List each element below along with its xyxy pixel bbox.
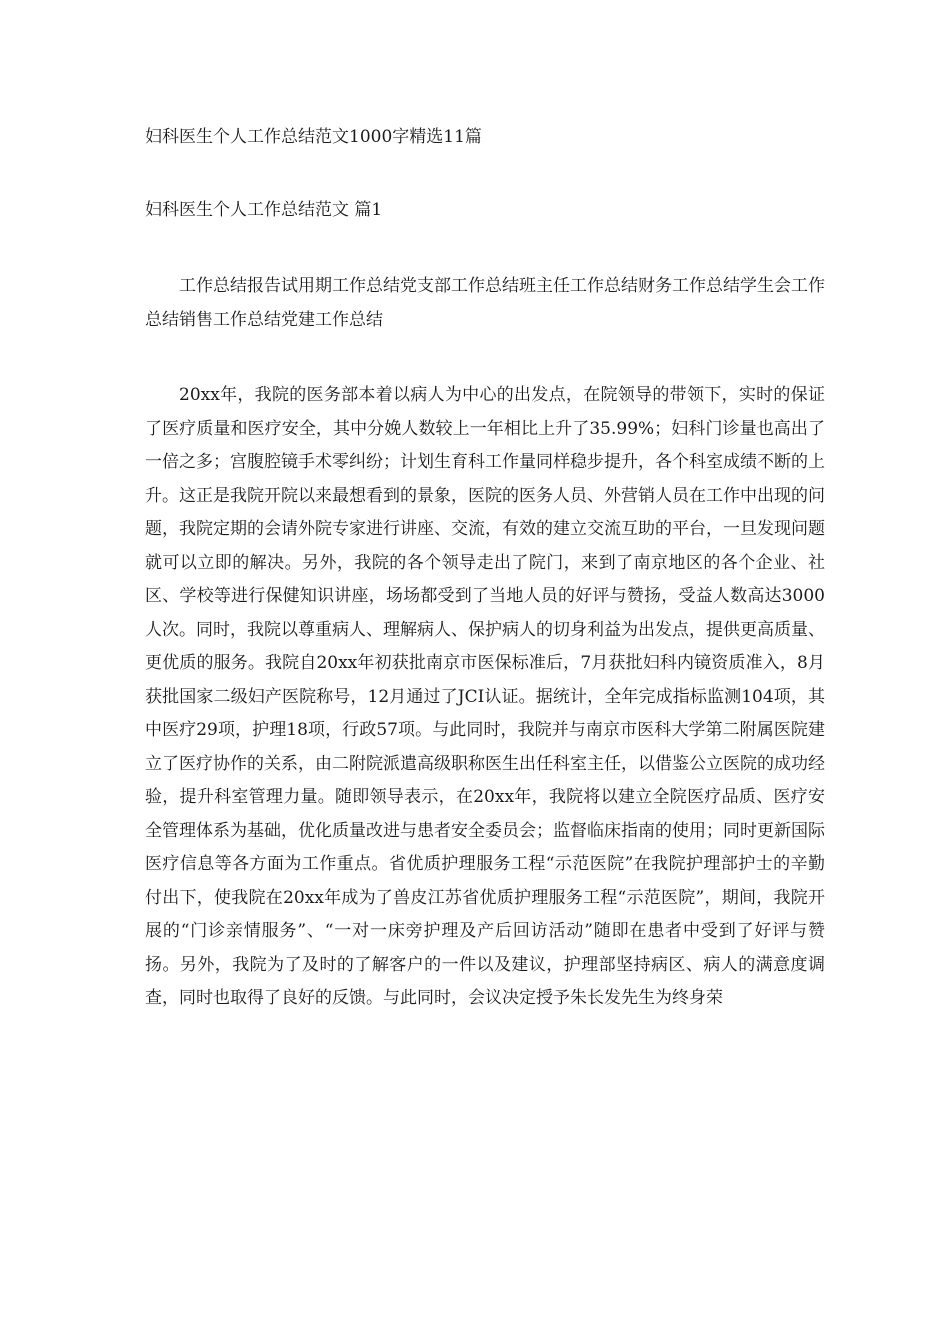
- related-links-paragraph: 工作总结报告试用期工作总结党支部工作总结班主任工作总结财务工作总结学生会工作总结销售工作总结党建工作总结: [145, 276, 825, 330]
- section-heading: 妇科医生个人工作总结范文 篇1: [145, 200, 383, 220]
- document-title: 妇科医生个人工作总结范文1000字精选11篇: [145, 127, 482, 147]
- body-paragraph: 20xx年，我院的医务部本着以病人为中心的出发点，在院领导的带领下，实时的保证了医疗质量和医疗安全，其中分娩人数较上一年相比上升了35.99%；妇科门诊量也高出了一倍之多；宫腹腔镜手术零纠纷；计划生育科工作量同样稳步提升，各个科室成绩不断的上升。这正是我院开院以来最想看到的景象，医院的医务人员、外营销人员在工作中出现的问题，我院定期的会请外院专家进行讲座、交流，有效的建立交流互助的平台，一旦发现问题就可以立即的解决。另外，我院的各个领导走出了院门，来到了南京地区的各个企业、社区、学校等进行保健知识讲座，场场都受到了当地人员的好评与赞扬，受益人数高达3000人次。同时，我院以尊重病人、理解病人、保护病人的切身利益为出发点，提供更高质量、更优质的服务。我院自20xx年初获批南京市医保标准后，7月获批妇科内镜资质准入，8月获批国家二级妇产医院称号，12月通过了JCI认证。据统计，全年完成指标监测104项，其中医疗29项，护理18项，行政57项。与此同时，我院并与南京市医科大学第二附属医院建立了医疗协作的关系，由二附院派遣高级职称医生出任科室主任，以借鉴公立医院的成功经验，提升科室管理力量。随即领导表示，在20xx年，我院将以建立全院医疗品质、医疗安全管理体系为基础，优化质量改进与患者安全委员会；监督临床指南的使用；同时更新国际医疗信息等各方面为工作重点。省优质护理服务工程“示范医院”在我院护理部护士的辛勤付出下，使我院在20xx年成为了兽皮江苏省优质护理服务工程“示范医院”，期间，我院开展的“门诊亲情服务”、“一对一床旁护理及产后回访活动”随即在患者中受到了好评与赞扬。另外，我院为了及时的了解客户的一件以及建议，护理部坚持病区、病人的满意度调查，同时也取得了良好的反馈。与此同时，会议决定授予朱长发先生为终身荣: [145, 385, 825, 1008]
